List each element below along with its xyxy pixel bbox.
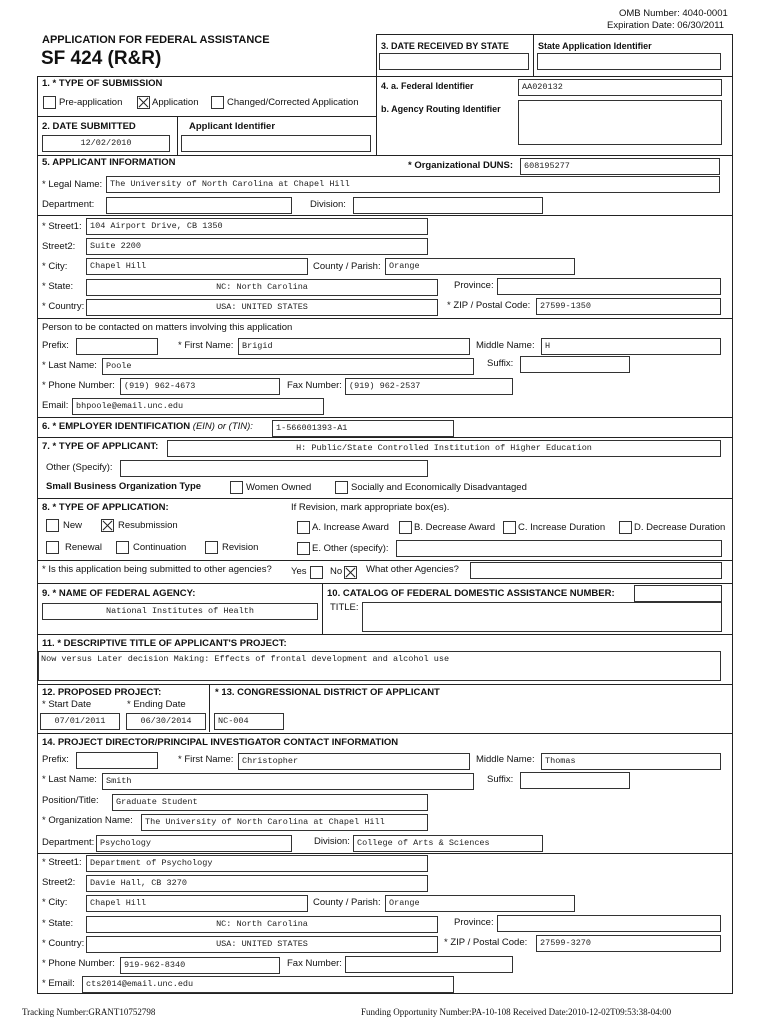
decrease-duration-label: D. Decrease Duration [634, 522, 726, 533]
state-label: * State: [42, 281, 74, 292]
other-specify-revision-checkbox[interactable] [297, 542, 310, 555]
applicant-identifier-field[interactable] [181, 135, 371, 152]
province-label: Province: [454, 280, 494, 291]
federal-agency-label: 9. * NAME OF FEDERAL AGENCY: [42, 588, 196, 599]
pi-first-name-label: * First Name: [178, 754, 234, 765]
legal-name-field[interactable]: The University of North Carolina at Chapel Hill [106, 176, 720, 193]
pi-email-field[interactable]: cts2014@email.unc.edu [82, 976, 454, 993]
increase-award-label: A. Increase Award [312, 522, 389, 533]
contact-middle-name-label: Middle Name: [476, 340, 535, 351]
project-title-field[interactable]: Now versus Later decision Making: Effects of frontal development and alcohol use [38, 651, 721, 681]
street1-label: * Street1: [42, 221, 82, 232]
renewal-label: Renewal [65, 542, 102, 553]
date-received-label: 3. DATE RECEIVED BY STATE [381, 41, 509, 51]
country-label: * Country: [42, 301, 85, 312]
revision-label: Revision [222, 542, 259, 553]
state-field[interactable]: NC: North Carolina [86, 279, 438, 296]
preapplication-label: Pre-application [59, 97, 123, 108]
contact-first-name-label: * First Name: [178, 340, 234, 351]
legal-name-label: * Legal Name: [42, 179, 103, 190]
congressional-district-label: * 13. CONGRESSIONAL DISTRICT OF APPLICANT [215, 687, 440, 698]
other-specify-revision-label: E. Other (specify): [312, 543, 389, 554]
contact-email-label: Email: [42, 400, 69, 411]
pi-position-field[interactable]: Graduate Student [112, 794, 428, 811]
pi-country-field[interactable]: USA: UNITED STATES [86, 936, 438, 953]
what-other-agencies-label: What other Agencies? [366, 564, 459, 575]
pi-suffix-field[interactable] [520, 772, 630, 789]
application-label: Application [152, 97, 199, 108]
applicant-type-field[interactable]: H: Public/State Controlled Institution of Higher Education [167, 440, 721, 457]
pi-street1-label: * Street1: [42, 857, 82, 868]
pi-division-label: Division: [314, 836, 350, 847]
pi-phone-field[interactable]: 919-962-8340 [120, 957, 280, 974]
revision-heading: If Revision, mark appropriate box(es). [291, 502, 450, 513]
ein-label: 6. * EMPLOYER IDENTIFICATION [42, 421, 191, 432]
pi-zip-field[interactable]: 27599-3270 [536, 935, 721, 952]
pi-city-field[interactable]: Chapel Hill [86, 895, 308, 912]
cfda-label: 10. CATALOG OF FEDERAL DOMESTIC ASSISTANCE NUMBER: [327, 588, 615, 599]
pi-province-field[interactable] [497, 915, 721, 932]
form-id: SF 424 (R&R) [41, 48, 162, 69]
women-owned-checkbox[interactable] [230, 481, 243, 494]
agency-routing-field[interactable] [518, 100, 722, 145]
new-label: New [63, 520, 83, 531]
pi-fax-field[interactable] [345, 956, 513, 973]
pi-prefix-label: Prefix: [42, 754, 69, 765]
decrease-award-checkbox[interactable] [399, 521, 412, 534]
agency-routing-label: b. Agency Routing Identifier [381, 104, 501, 114]
increase-award-checkbox[interactable] [297, 521, 310, 534]
ein-label-suffix: (EIN) or (TIN): [192, 421, 253, 432]
contact-heading: Person to be contacted on matters involving this application [42, 322, 293, 333]
pi-street1-field[interactable]: Department of Psychology [86, 855, 428, 872]
continuation-label: Continuation [133, 542, 187, 553]
preapplication-checkbox[interactable] [43, 96, 56, 109]
revision-checkbox[interactable] [205, 541, 218, 554]
omb-number: OMB Number: 4040-0001 [619, 8, 728, 19]
pi-country-label: * Country: [42, 938, 85, 949]
pi-province-label: Province: [454, 917, 494, 928]
contact-suffix-label: Suffix: [487, 358, 514, 369]
no-label: No [330, 566, 343, 577]
pi-middle-name-field[interactable]: Thomas [541, 753, 721, 770]
other-specify-label: Other (Specify): [46, 462, 113, 473]
pi-suffix-label: Suffix: [487, 774, 514, 785]
division-field[interactable] [353, 197, 543, 214]
disadvantaged-label: Socially and Economically Disadvantaged [351, 482, 527, 493]
street1-field[interactable]: 104 Airport Drive, CB 1350 [86, 218, 428, 235]
form-title: APPLICATION FOR FEDERAL ASSISTANCE [42, 34, 270, 46]
funding-opportunity: Funding Opportunity Number:PA-10-108 Received Date:2010-12-02T09:53:38-04:00 [361, 1007, 672, 1017]
contact-last-name-label: * Last Name: [42, 360, 97, 371]
contact-prefix-field[interactable] [76, 338, 158, 355]
county-label: County / Parish: [313, 261, 381, 272]
start-date-field[interactable]: 07/01/2011 [40, 713, 120, 730]
women-owned-label: Women Owned [246, 482, 312, 493]
type-of-submission-label: 1. * TYPE OF SUBMISSION [42, 78, 163, 89]
county-field[interactable]: Orange [385, 258, 575, 275]
decrease-duration-checkbox[interactable] [619, 521, 632, 534]
continuation-checkbox[interactable] [116, 541, 129, 554]
contact-middle-name-field[interactable]: H [541, 338, 721, 355]
pi-fax-label: Fax Number: [287, 958, 342, 969]
other-specify-revision-field[interactable] [396, 540, 722, 557]
pi-last-name-label: * Last Name: [42, 774, 97, 785]
project-title-label: 11. * DESCRIPTIVE TITLE OF APPLICANT'S PROJECT: [42, 638, 287, 649]
increase-duration-label: C. Increase Duration [518, 522, 606, 533]
duns-field[interactable]: 608195277 [520, 158, 720, 175]
pi-county-label: County / Parish: [313, 897, 381, 908]
division-label: Division: [310, 199, 346, 210]
yes-checkbox[interactable] [310, 566, 323, 579]
applicant-info-label: 5. APPLICANT INFORMATION [42, 157, 176, 168]
date-received-field[interactable] [379, 53, 529, 70]
department-label: Department: [42, 199, 95, 210]
ein-field[interactable]: 1-566001393-A1 [272, 420, 454, 437]
disadvantaged-checkbox[interactable] [335, 481, 348, 494]
pi-zip-label: * ZIP / Postal Code: [444, 937, 528, 948]
what-other-agencies-field[interactable] [470, 562, 722, 579]
pi-position-label: Position/Title: [42, 795, 99, 806]
pi-org-field[interactable]: The University of North Carolina at Chapel Hill [141, 814, 428, 831]
province-field[interactable] [497, 278, 721, 295]
date-submitted-label: 2. DATE SUBMITTED [42, 121, 136, 132]
federal-identifier-field[interactable]: AA020132 [518, 79, 722, 96]
yes-label: Yes [291, 566, 307, 577]
contact-email-field[interactable]: bhpoole@email.unc.edu [72, 398, 324, 415]
ein-label-wrap [42, 421, 253, 433]
state-app-id-label: State Application Identifier [538, 41, 652, 51]
contact-suffix-field[interactable] [520, 356, 630, 373]
department-field[interactable] [106, 197, 292, 214]
pi-state-label: * State: [42, 918, 74, 929]
contact-phone-field[interactable]: (919) 962-4673 [120, 378, 280, 395]
pi-department-field[interactable]: Psychology [96, 835, 292, 852]
contact-prefix-label: Prefix: [42, 340, 69, 351]
no-checkbox[interactable] [344, 566, 357, 579]
pi-street2-field[interactable]: Davie Hall, CB 3270 [86, 875, 428, 892]
start-date-label: * Start Date [42, 699, 92, 710]
pd-pi-label: 14. PROJECT DIRECTOR/PRINCIPAL INVESTIGATOR CONTACT INFORMATION [42, 737, 399, 748]
pi-department-label: Department: [42, 837, 95, 848]
end-date-field[interactable]: 06/30/2014 [126, 713, 206, 730]
country-field[interactable]: USA: UNITED STATES [86, 299, 438, 316]
city-label: * City: [42, 261, 68, 272]
proposed-project-label: 12. PROPOSED PROJECT: [42, 687, 162, 698]
resubmission-label: Resubmission [118, 520, 178, 531]
contact-phone-label: * Phone Number: [42, 380, 115, 391]
pi-county-field[interactable]: Orange [385, 895, 575, 912]
city-field[interactable]: Chapel Hill [86, 258, 308, 275]
date-submitted-field[interactable]: 12/02/2010 [42, 135, 170, 152]
renewal-checkbox[interactable] [46, 541, 59, 554]
contact-fax-field[interactable]: (919) 962-2537 [345, 378, 513, 395]
pi-middle-name-label: Middle Name: [476, 754, 535, 765]
congressional-district-field[interactable]: NC-004 [214, 713, 284, 730]
new-checkbox[interactable] [46, 519, 59, 532]
tracking-number: Tracking Number:GRANT10752798 [22, 1007, 156, 1017]
contact-first-name-field[interactable]: Brigid [238, 338, 470, 355]
increase-duration-checkbox[interactable] [503, 521, 516, 534]
pi-org-label: * Organization Name: [42, 815, 133, 826]
expiration-date: Expiration Date: 06/30/2011 [607, 20, 725, 31]
street2-label: Street2: [42, 241, 76, 252]
state-app-id-field[interactable] [537, 53, 721, 70]
street2-field[interactable]: Suite 2200 [86, 238, 428, 255]
pi-first-name-field[interactable]: Christopher [238, 753, 470, 770]
cfda-title-label: TITLE: [330, 602, 359, 613]
cfda-number-field[interactable] [634, 585, 722, 602]
pi-prefix-field[interactable] [76, 752, 158, 769]
end-date-label: * Ending Date [127, 699, 186, 710]
application-type-label: 8. * TYPE OF APPLICATION: [42, 502, 169, 513]
pi-email-label: * Email: [42, 978, 75, 989]
contact-last-name-field[interactable]: Poole [102, 358, 474, 375]
applicant-type-label: 7. * TYPE OF APPLICANT: [42, 441, 159, 452]
resubmission-checkbox[interactable] [101, 519, 114, 532]
application-checkbox[interactable] [137, 96, 150, 109]
pi-last-name-field[interactable]: Smith [102, 773, 474, 790]
small-business-label: Small Business Organization Type [46, 481, 202, 492]
zip-label: * ZIP / Postal Code: [447, 300, 531, 311]
other-specify-field[interactable] [120, 460, 428, 477]
federal-identifier-label: 4. a. Federal Identifier [381, 81, 474, 91]
decrease-award-label: B. Decrease Award [414, 522, 496, 533]
pi-state-field[interactable]: NC: North Carolina [86, 916, 438, 933]
pi-division-field[interactable]: College of Arts & Sciences [353, 835, 543, 852]
duns-label: * Organizational DUNS: [408, 160, 514, 171]
federal-agency-field[interactable]: National Institutes of Health [42, 603, 318, 620]
contact-fax-label: Fax Number: [287, 380, 342, 391]
zip-field[interactable]: 27599-1350 [536, 298, 721, 315]
pi-street2-label: Street2: [42, 877, 76, 888]
pi-city-label: * City: [42, 897, 68, 908]
applicant-identifier-label: Applicant Identifier [189, 121, 276, 132]
other-agencies-question: * Is this application being submitted to other agencies? [42, 564, 272, 575]
changed-corrected-label: Changed/Corrected Application [227, 97, 359, 108]
pi-phone-label: * Phone Number: [42, 958, 115, 969]
changed-corrected-checkbox[interactable] [211, 96, 224, 109]
cfda-title-field[interactable] [362, 602, 722, 632]
